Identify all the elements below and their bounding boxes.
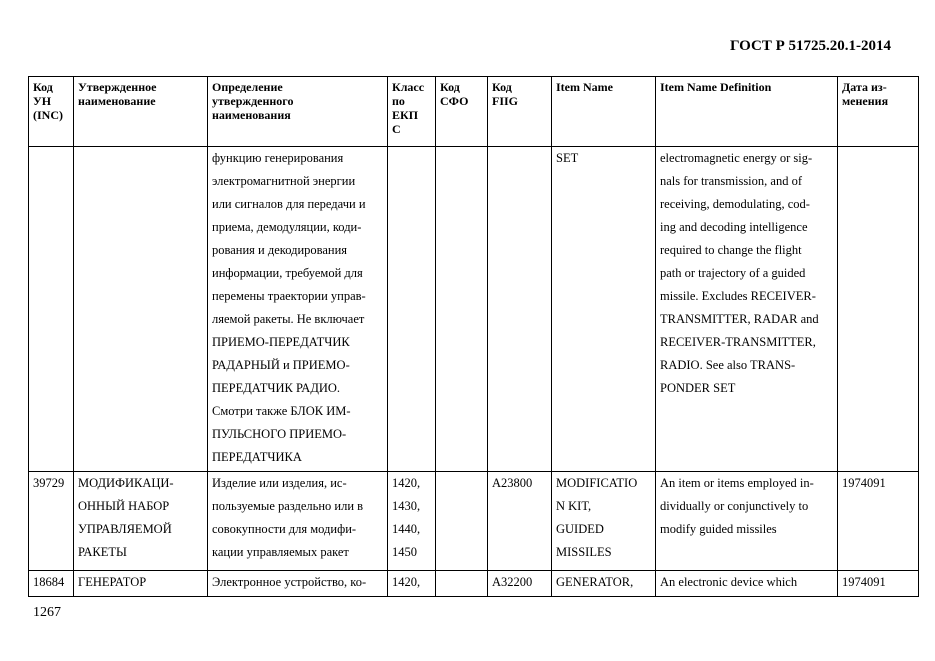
catalog-table (28, 76, 919, 597)
cell-fiig (488, 147, 552, 472)
col-header-definition: Определение утвержденного наименования (208, 77, 388, 147)
cell-class (388, 147, 436, 472)
table-row (29, 571, 919, 597)
cell-sfo (436, 147, 488, 472)
col-header-date: Дата из- менения (838, 77, 919, 147)
col-header-item-definition: Item Name Definition (656, 77, 838, 147)
cell-date: 1974091 (838, 571, 919, 597)
cell-fiig: A23800 (488, 472, 552, 571)
cell-class: 1420, 1430, 1440, 1450 (388, 472, 436, 571)
cell-date (838, 147, 919, 472)
cell-item-definition: An item or items employed in- dividually or conjunctively to modify guided missiles (656, 472, 838, 571)
table-row (29, 472, 919, 571)
col-header-sfo: Код СФО (436, 77, 488, 147)
col-header-fiig: Код FIIG (488, 77, 552, 147)
col-header-inc: Код УН (INC) (29, 77, 74, 147)
cell-item-definition: An electronic device which (656, 571, 838, 597)
table-row (29, 147, 919, 472)
cell-inc: 18684 (29, 571, 74, 597)
col-header-item-name: Item Name (552, 77, 656, 147)
cell-item-name: GENERATOR, (552, 571, 656, 597)
cell-date: 1974091 (838, 472, 919, 571)
cell-definition-ru: Изделие или изделия, ис- пользуемые раздельно или в совокупности для модифи- кации управляемых ракет (208, 472, 388, 571)
cell-definition-ru: функцию генерирования электромагнитной энергии или сигналов для передачи и приема, демодуляции, коди- рования и декодирования информации, требуемой для перемены траектории управ- ляемой ракеты. Не включает ПРИЕМО-ПЕРЕДАТЧИК РАДАРНЫЙ и ПРИЕМО- ПЕРЕДАТЧИК РАДИО. Смотри также БЛОК ИМ- ПУЛЬСНОГО ПРИЕМО- ПЕРЕДАТЧИКА (208, 147, 388, 472)
table-header-row (29, 77, 919, 147)
cell-approved-name (74, 147, 208, 472)
cell-sfo (436, 472, 488, 571)
cell-class: 1420, (388, 571, 436, 597)
document-code: ГОСТ Р 51725.20.1-2014 (729, 38, 891, 54)
cell-approved-name: ГЕНЕРАТОР (74, 571, 208, 597)
cell-inc (29, 147, 74, 472)
cell-sfo (436, 571, 488, 597)
cell-item-name: SET (552, 147, 656, 472)
col-header-approved-name: Утвержденное наименование (74, 77, 208, 147)
page-number: 1267 (33, 605, 61, 620)
cell-item-definition: electromagnetic energy or sig- nals for transmission, and of receiving, demodulating, cod- ing and decoding intelligence required to change the flight path or trajectory of a guided missile. Excludes RECEIVER- TRANSMITTER, RADAR and RECEIVER-TRANSMITTER, RADIO. See also TRANS- PONDER SET (656, 147, 838, 472)
cell-fiig: A32200 (488, 571, 552, 597)
col-header-class: Класс по ЕКП С (388, 77, 436, 147)
cell-definition-ru: Электронное устройство, ко- (208, 571, 388, 597)
cell-item-name: MODIFICATIO N KIT, GUIDED MISSILES (552, 472, 656, 571)
cell-approved-name: МОДИФИКАЦИ- ОННЫЙ НАБОР УПРАВЛЯЕМОЙ РАКЕТЫ (74, 472, 208, 571)
cell-inc: 39729 (29, 472, 74, 571)
